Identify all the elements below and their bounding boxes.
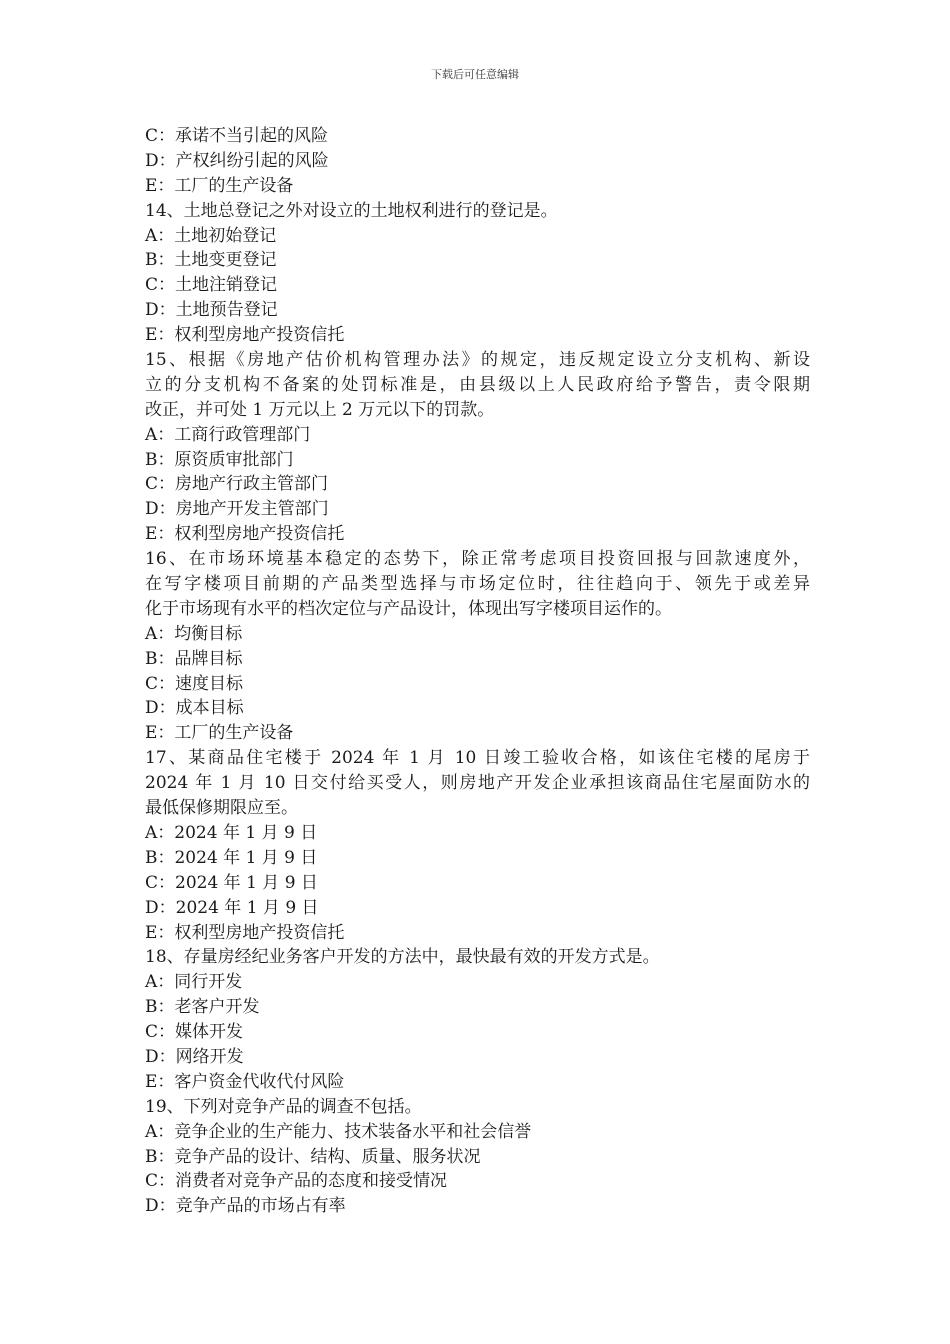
question-17-line-3: 最低保修期限应至。 <box>145 798 298 819</box>
document-body <box>145 124 810 1219</box>
question-17-line-2: 2024 年 1 月 10 日交付给买受人，则房地产开发企业承担该商品住宅屋面防水的 <box>145 773 810 794</box>
question-15-line-2: 立的分支机构不备案的处罚标准是，由县级以上人民政府给予警告，责令限期 <box>145 374 810 395</box>
option-c-q14: C：土地注销登记 <box>145 275 278 296</box>
option-b-q16: B：品牌目标 <box>145 648 243 669</box>
option-e-q14: E：权利型房地产投资信托 <box>145 325 345 346</box>
option-b-q17: B：2024 年 1 月 9 日 <box>145 847 318 868</box>
option-e-q17: E：权利型房地产投资信托 <box>145 922 345 943</box>
option-d-q18: D：网络开发 <box>145 1046 244 1067</box>
question-19: 19、下列对竞争产品的调查不包括。 <box>145 1096 422 1117</box>
option-c-q15: C：房地产行政主管部门 <box>145 474 329 495</box>
option-d-q15: D：房地产开发主管部门 <box>145 499 329 520</box>
question-18: 18、存量房经纪业务客户开发的方法中，最快最有效的开发方式是。 <box>145 947 660 968</box>
option-d-q16: D：成本目标 <box>145 698 244 719</box>
option-e-q16: E：工厂的生产设备 <box>145 723 294 744</box>
option-a-q17: A：2024 年 1 月 9 日 <box>145 822 318 843</box>
option-a-q19: A：竞争企业的生产能力、技术装备水平和社会信誉 <box>145 1121 532 1142</box>
question-15-line-1: 15、根据《房地产估价机构管理办法》的规定，违反规定设立分支机构、新设 <box>145 350 810 371</box>
option-c-q16: C：速度目标 <box>145 673 244 694</box>
question-16-line-3: 化于市场现有水平的档次定位与产品设计，体现出写字楼项目运作的。 <box>145 598 672 619</box>
option-a-q18: A：同行开发 <box>145 972 243 993</box>
option-c-q13: C：承诺不当引起的风险 <box>145 126 329 146</box>
option-a-q14: A：土地初始登记 <box>145 225 277 246</box>
question-16-line-1: 16、在市场环境基本稳定的态势下，除正常考虑项目投资回报与回款速度外， <box>145 549 810 570</box>
page-header: 下载后可任意编辑 <box>431 68 519 81</box>
question-16-line-2: 在写字楼项目前期的产品类型选择与市场定位时，往往趋向于、领先于或差异 <box>145 574 810 595</box>
question-14: 14、土地总登记之外对设立的土地权利进行的登记是。 <box>145 200 558 221</box>
option-d-q14: D：土地预告登记 <box>145 300 278 321</box>
option-e-q13: E：工厂的生产设备 <box>145 175 294 196</box>
option-c-q19: C：消费者对竞争产品的态度和接受情况 <box>145 1171 448 1192</box>
option-d-q19: D：竞争产品的市场占有率 <box>145 1196 346 1217</box>
option-d-q13: D：产权纠纷引起的风险 <box>145 150 329 171</box>
option-b-q14: B：土地变更登记 <box>145 250 277 271</box>
question-17-line-1: 17、某商品住宅楼于 2024 年 1 月 10 日竣工验收合格，如该住宅楼的尾房于 <box>145 748 810 769</box>
option-e-q15: E：权利型房地产投资信托 <box>145 524 345 545</box>
option-c-q17: C：2024 年 1 月 9 日 <box>145 872 318 893</box>
option-c-q18: C：媒体开发 <box>145 1022 244 1043</box>
option-a-q15: A：工商行政管理部门 <box>145 424 311 445</box>
option-a-q16: A：均衡目标 <box>145 623 243 644</box>
option-b-q15: B：原资质审批部门 <box>145 449 294 470</box>
option-b-q18: B：老客户开发 <box>145 997 260 1018</box>
option-e-q18: E：客户资金代收代付风险 <box>145 1071 345 1092</box>
question-15-line-3: 改正，并可处 1 万元以上 2 万元以下的罚款。 <box>145 399 495 420</box>
option-d-q17: D：2024 年 1 月 9 日 <box>145 897 319 918</box>
option-b-q19: B：竞争产品的设计、结构、质量、服务状况 <box>145 1146 481 1167</box>
